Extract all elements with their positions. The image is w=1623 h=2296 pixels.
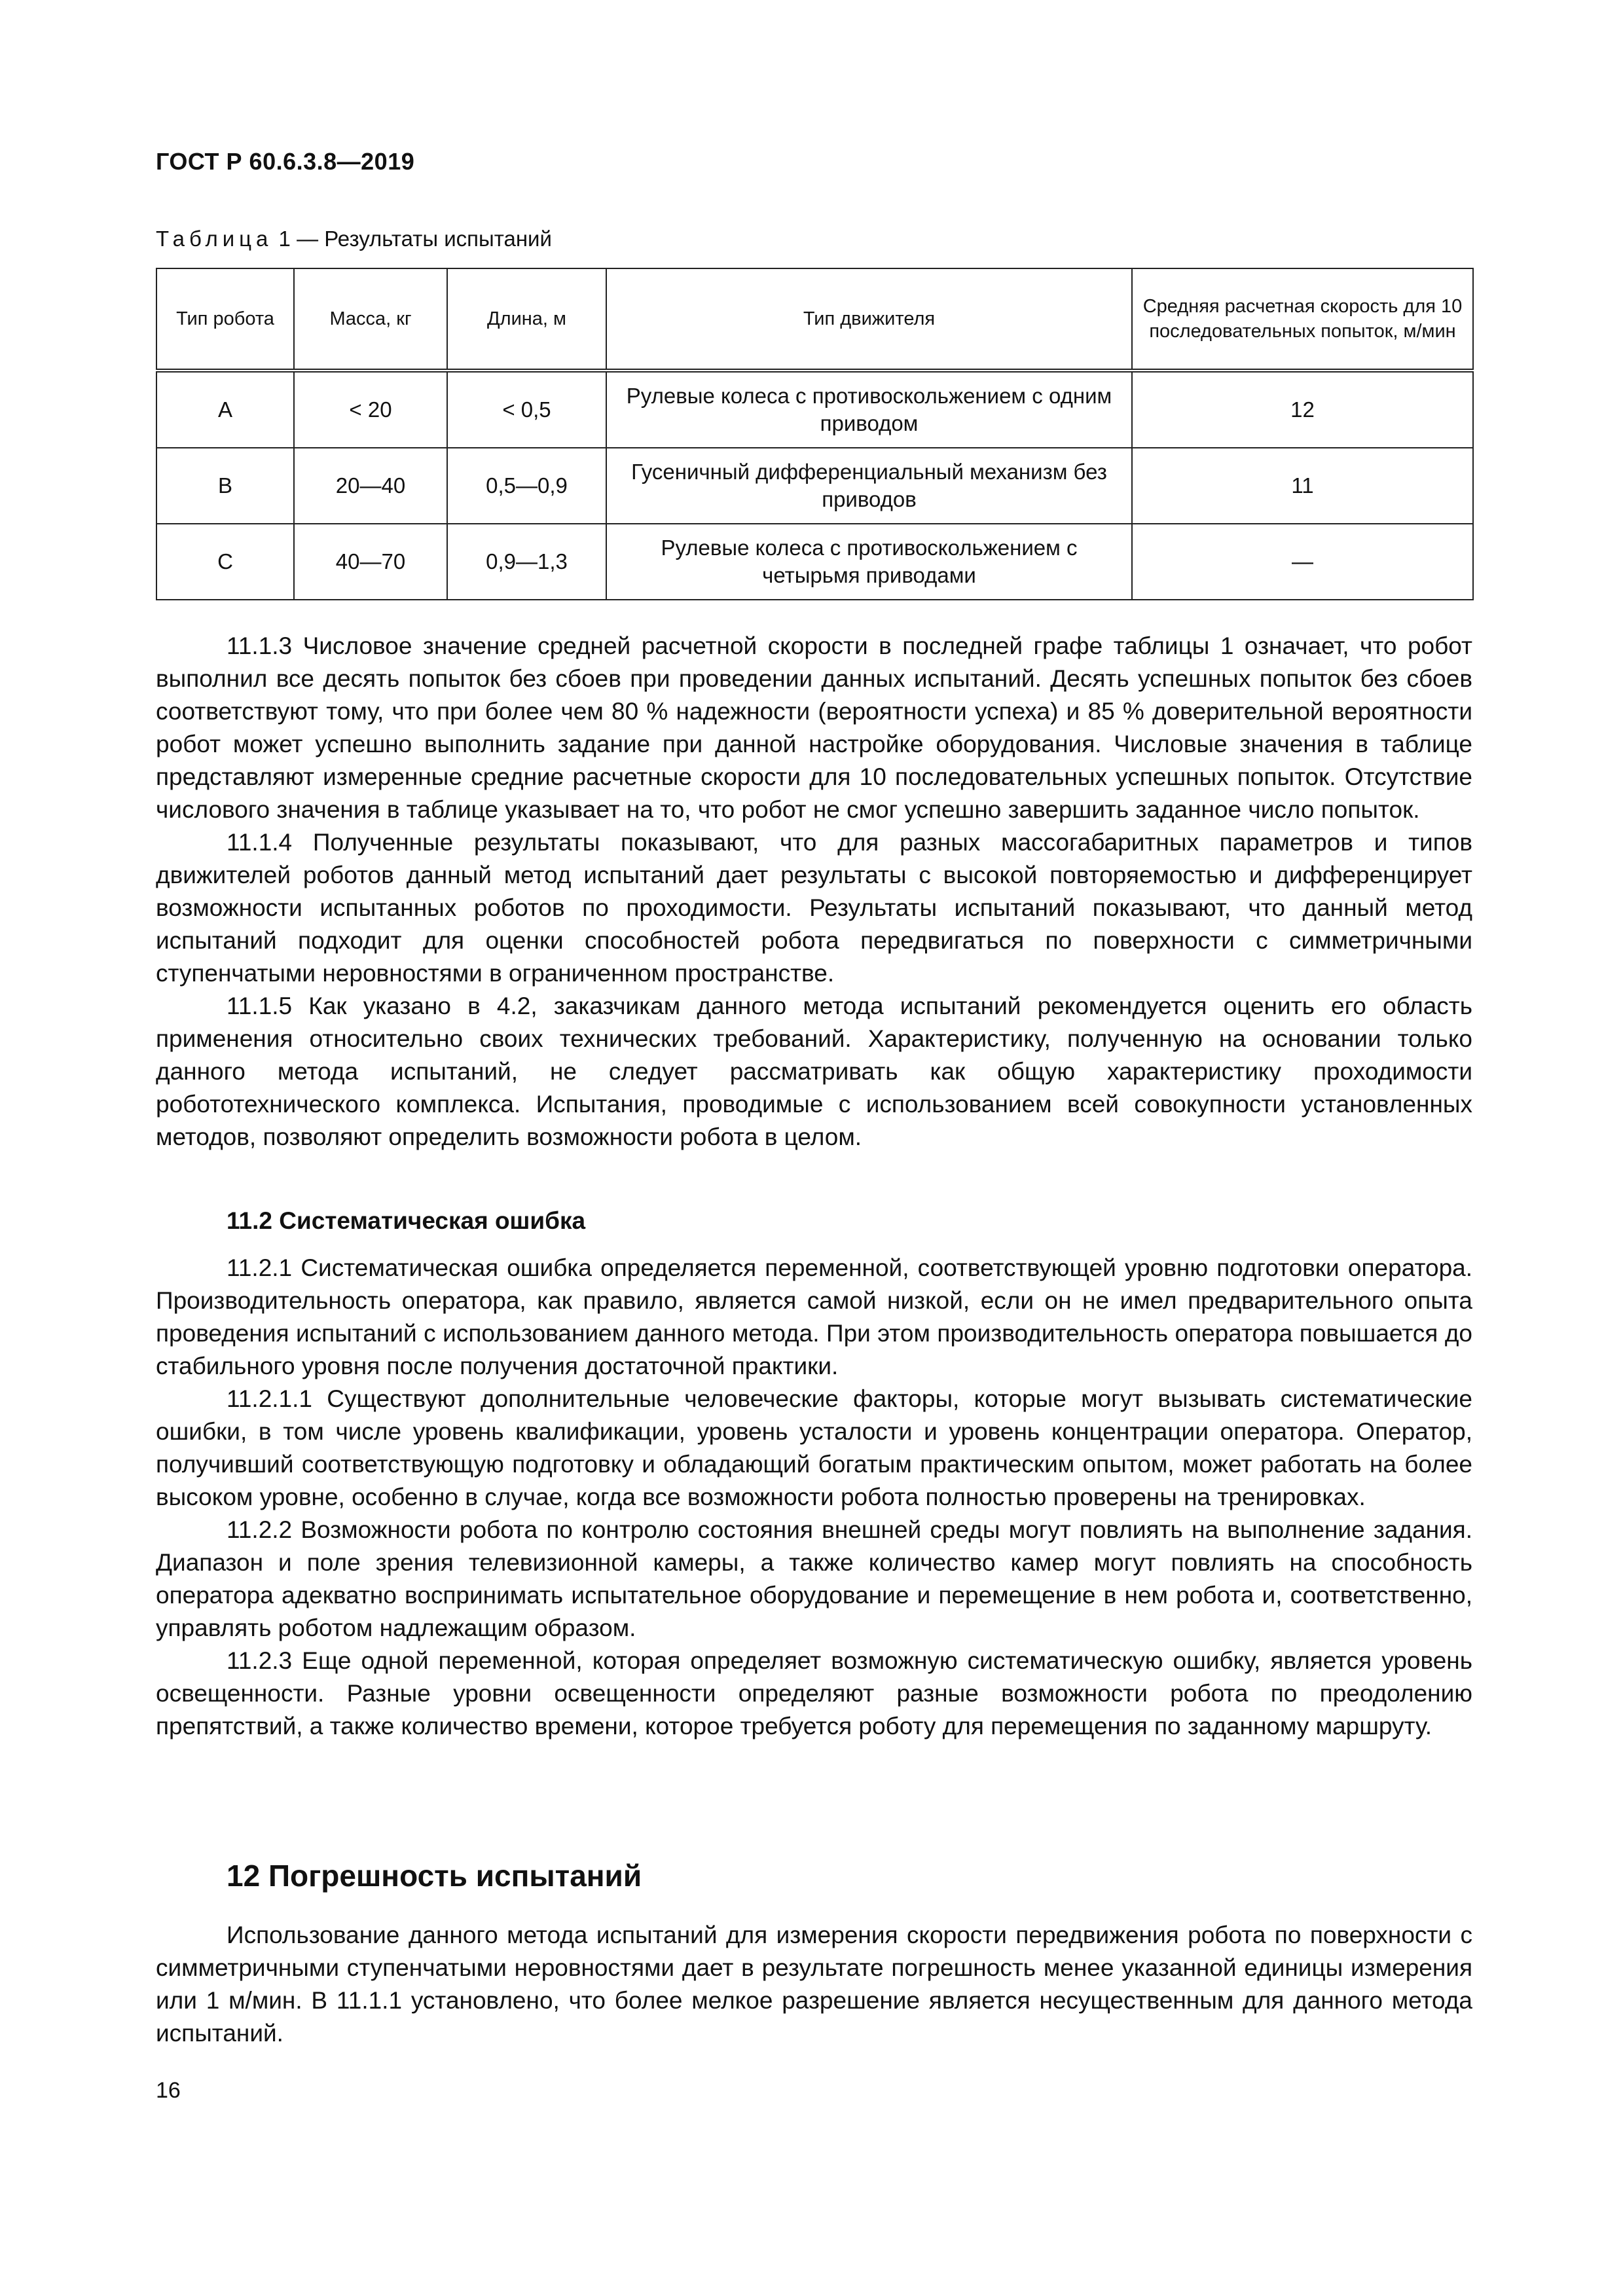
table-header-row: [156, 268, 1473, 371]
column-header-length: Длина, м: [447, 268, 606, 371]
paragraph-11-2-1: 11.2.1 Систематическая ошибка определяется переменной, соответствующей уровню подготовки оператора. Производительность оператора, как правило, является самой низкой, если он не имел предварительного опыта проведения испытаний с использованием данного метода. При этом производительность оператора повышается до стабильного уровня после получения достаточной практики.: [156, 1254, 1472, 1379]
table-cell: < 20: [294, 371, 447, 448]
section-12-heading: 12 Погрешность испытаний: [227, 1859, 642, 1893]
column-header-mass: Масса, кг: [294, 268, 447, 371]
table-cell: C: [156, 524, 294, 600]
table-caption: [156, 227, 552, 251]
table-cell: Рулевые колеса с противоскольжением с одним приводом: [606, 371, 1132, 448]
document-header: ГОСТ Р 60.6.3.8—2019: [156, 148, 415, 175]
paragraph-11-2-1-1: 11.2.1.1 Существуют дополнительные человеческие факторы, которые могут вызывать систематические ошибки, в том числе уровень квалификации, уровень усталости и уровень концентрации оператора. Оператор, получивший соответствующую подготовку и обладающий богатым практическим опытом, может работать на более высоком уровне, особенно в случае, когда все возможности робота полностью проверены на тренировках.: [156, 1385, 1472, 1510]
paragraph-12: Использование данного метода испытаний для измерения скорости передвижения робота по поверхности с симметричными ступенчатыми неровностями дает в результате погрешность менее указанной единицы измерения или 1 м/мин. В 11.1.1 установлено, что более мелкое разрешение является несущественным для данного метода испытаний.: [156, 1922, 1472, 2047]
page-number: 16: [156, 2078, 181, 2103]
table-caption-title: 1 — Результаты испытаний: [272, 227, 552, 251]
paragraph-11-1-3: 11.1.3 Числовое значение средней расчетной скорости в последней графе таблицы 1 означает, что робот выполнил все десять попыток без сбоев при проведении данных испытаний. Десять успешных попыток без сбоев соответствуют тому, что при более чем 80 % надежности (вероятности успеха) и 85 % доверительной вероятности робот может успешно выполнить задание при данной настройке оборудования. Числовые значения в таблице представляют измеренные средние расчетные скорости для 10 последовательных успешных попыток. Отсутствие числового значения в таблице указывает на то, что робот не смог успешно завершить заданное число попыток.: [156, 632, 1472, 823]
column-header-robot-type: Тип робота: [156, 268, 294, 371]
table-cell: < 0,5: [447, 371, 606, 448]
table-row: [156, 371, 1473, 448]
table-cell: Гусеничный дифференциальный механизм без приводов: [606, 448, 1132, 524]
column-header-drive-type: Тип движителя: [606, 268, 1132, 371]
table-cell: B: [156, 448, 294, 524]
column-header-average-speed: Средняя расчетная скорость для 10 последовательных попыток, м/мин: [1132, 268, 1473, 371]
table-cell: 0,9—1,3: [447, 524, 606, 600]
table-row: [156, 448, 1473, 524]
table-cell: 0,5—0,9: [447, 448, 606, 524]
paragraph-11-1-5: 11.1.5 Как указано в 4.2, заказчикам данного метода испытаний рекомендуется оценить его область применения относительно своих технических требований. Характеристику, полученную на основании только данного метода испытаний, не следует рассматривать как общую характеристику проходимости робототехнического комплекса. Испытания, проводимые с использованием всей совокупности установленных методов, позволяют определить возможности робота в целом.: [156, 993, 1472, 1150]
section-11-1-text: [156, 630, 1472, 1154]
section-11-2-text: [156, 1252, 1472, 1743]
paragraph-11-2-2: 11.2.2 Возможности робота по контролю состояния внешней среды могут повлиять на выполнение задания. Диапазон и поле зрения телевизионной камеры, а также количество камер могут повлиять на способность оператора адекватно воспринимать испытательное оборудование и перемещение в нем робота и, соответственно, управлять роботом надлежащим образом.: [156, 1516, 1472, 1641]
table-cell: —: [1132, 524, 1473, 600]
table-cell: 11: [1132, 448, 1473, 524]
paragraph-11-1-4: 11.1.4 Полученные результаты показывают, что для разных массогабаритных параметров и типов движителей роботов данный метод испытаний дает результаты с высокой повторяемостью и дифференцирует возможности испытанных роботов по проходимости. Результаты испытаний показывают, что данный метод испытаний подходит для оценки способностей робота передвигаться по поверхности с симметричными ступенчатыми неровностями в ограниченном пространстве.: [156, 829, 1472, 987]
section-11-2-heading: 11.2 Систематическая ошибка: [227, 1207, 586, 1234]
paragraph-11-2-3: 11.2.3 Еще одной переменной, которая определяет возможную систематическую ошибку, является уровень освещенности. Разные уровни освещенности определяют разные возможности робота по преодолению препятствий, а также количество времени, которое требуется роботу для перемещения по заданному маршруту.: [156, 1647, 1472, 1740]
table-cell: 20—40: [294, 448, 447, 524]
table-cell: 12: [1132, 371, 1473, 448]
table-cell: A: [156, 371, 294, 448]
table-row: [156, 524, 1473, 600]
table-caption-label: Таблица: [156, 227, 273, 251]
results-table: [156, 268, 1474, 600]
table-cell: Рулевые колеса с противоскольжением с четырьмя приводами: [606, 524, 1132, 600]
section-12-text: [156, 1919, 1472, 2050]
table-cell: 40—70: [294, 524, 447, 600]
